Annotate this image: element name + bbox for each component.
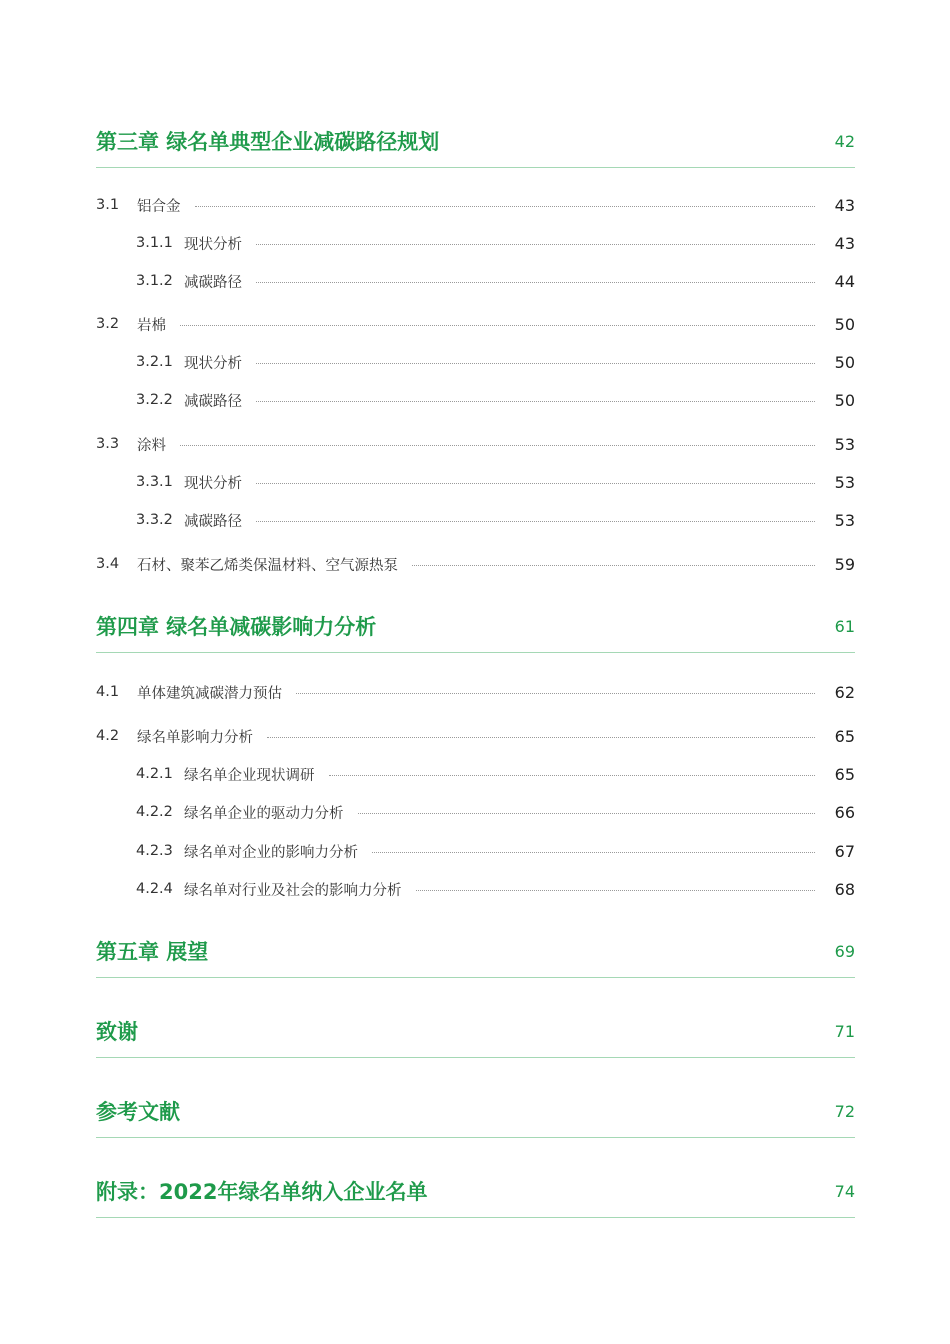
chapter-page-number: 71 [834, 1022, 855, 1041]
page-number: 62 [834, 682, 855, 702]
toc-entry[interactable] [96, 231, 855, 255]
section-number: 3.3.1 [136, 474, 173, 490]
page-number: 53 [834, 510, 855, 530]
page-number: 53 [834, 434, 855, 454]
page-number: 43 [834, 233, 855, 253]
dot-leader [412, 565, 815, 566]
section-number: 3.1.1 [136, 235, 173, 251]
chapter-page-number: 74 [834, 1182, 855, 1201]
section-title: 现状分析 [184, 475, 242, 492]
appendix-heading[interactable] [96, 1177, 855, 1218]
dot-leader [296, 693, 815, 694]
toc-entry[interactable] [96, 388, 855, 412]
section-title: 绿名单企业现状调研 [184, 767, 315, 784]
page-number: 53 [834, 472, 855, 492]
toc-entry[interactable] [96, 470, 855, 494]
section-title: 现状分析 [184, 236, 242, 253]
section-number: 3.1 [96, 197, 120, 213]
toc-entry[interactable] [96, 432, 855, 456]
section-number: 3.1.2 [136, 273, 173, 289]
toc-entry[interactable] [96, 508, 855, 532]
chapter-title: 致谢 [96, 1020, 138, 1044]
page-number: 65 [834, 726, 855, 746]
dot-leader [267, 737, 815, 738]
chapter-4-heading[interactable] [96, 612, 855, 653]
page-number: 67 [834, 841, 855, 861]
chapter-title: 附录：2022年绿名单纳入企业名单 [96, 1180, 428, 1204]
dot-leader [256, 282, 815, 283]
section-number: 3.3 [96, 436, 120, 452]
chapter-title: 第四章 绿名单减碳影响力分析 [96, 615, 377, 639]
dot-leader [329, 775, 816, 776]
page-number: 66 [834, 802, 855, 822]
chapter-page-number: 42 [834, 132, 855, 151]
toc-entry[interactable] [96, 193, 855, 217]
dot-leader [195, 206, 816, 207]
page-number: 50 [834, 390, 855, 410]
section-title: 现状分析 [184, 355, 242, 372]
toc-entry[interactable] [96, 724, 855, 748]
dot-leader [416, 890, 816, 891]
page-number: 68 [834, 879, 855, 899]
toc-entry[interactable] [96, 312, 855, 336]
section-title: 减碳路径 [184, 393, 242, 410]
section-title: 涂料 [137, 437, 166, 454]
section-number: 3.4 [96, 556, 120, 572]
chapter-page-number: 61 [834, 617, 855, 636]
page-number: 50 [834, 352, 855, 372]
section-number: 3.3.2 [136, 512, 173, 528]
dot-leader [180, 445, 815, 446]
section-title: 岩棉 [137, 317, 166, 334]
chapter-title: 参考文献 [96, 1100, 180, 1124]
section-number: 4.2 [96, 728, 120, 744]
toc-entry[interactable] [96, 839, 855, 863]
dot-leader [358, 813, 816, 814]
section-title: 减碳路径 [184, 513, 242, 530]
dot-leader [180, 325, 815, 326]
dot-leader [256, 483, 815, 484]
references-heading[interactable] [96, 1097, 855, 1138]
chapter-title: 第三章 绿名单典型企业减碳路径规划 [96, 130, 440, 154]
section-title: 绿名单影响力分析 [137, 729, 253, 746]
section-number: 4.2.4 [136, 881, 173, 897]
section-title: 绿名单对企业的影响力分析 [184, 844, 358, 861]
chapter-page-number: 69 [834, 942, 855, 961]
section-number: 3.2 [96, 316, 120, 332]
section-number: 4.2.2 [136, 804, 173, 820]
chapter-page-number: 72 [834, 1102, 855, 1121]
chapter-title: 第五章 展望 [96, 940, 209, 964]
toc-entry[interactable] [96, 877, 855, 901]
toc-entry[interactable] [96, 762, 855, 786]
page-number: 59 [834, 554, 855, 574]
page-number: 43 [834, 195, 855, 215]
section-title: 绿名单企业的驱动力分析 [184, 805, 344, 822]
page-number: 65 [834, 764, 855, 784]
toc-entry[interactable] [96, 552, 855, 576]
section-number: 4.2.1 [136, 766, 173, 782]
section-title: 减碳路径 [184, 274, 242, 291]
acknowledgements-heading[interactable] [96, 1017, 855, 1058]
toc-entry[interactable] [96, 680, 855, 704]
section-title: 绿名单对行业及社会的影响力分析 [184, 882, 402, 899]
chapter-3-heading[interactable] [96, 127, 855, 168]
dot-leader [256, 244, 815, 245]
section-title: 铝合金 [137, 198, 181, 215]
section-number: 3.2.1 [136, 354, 173, 370]
section-number: 4.2.3 [136, 843, 173, 859]
dot-leader [372, 852, 815, 853]
page-number: 44 [834, 271, 855, 291]
dot-leader [256, 363, 815, 364]
section-number: 4.1 [96, 684, 120, 700]
chapter-5-heading[interactable] [96, 937, 855, 978]
toc-entry[interactable] [96, 800, 855, 824]
section-title: 石材、聚苯乙烯类保温材料、空气源热泵 [137, 557, 398, 574]
toc-entry[interactable] [96, 269, 855, 293]
section-title: 单体建筑减碳潜力预估 [137, 685, 282, 702]
section-number: 3.2.2 [136, 392, 173, 408]
dot-leader [256, 401, 815, 402]
toc-entry[interactable] [96, 350, 855, 374]
page-number: 50 [834, 314, 855, 334]
dot-leader [256, 521, 815, 522]
